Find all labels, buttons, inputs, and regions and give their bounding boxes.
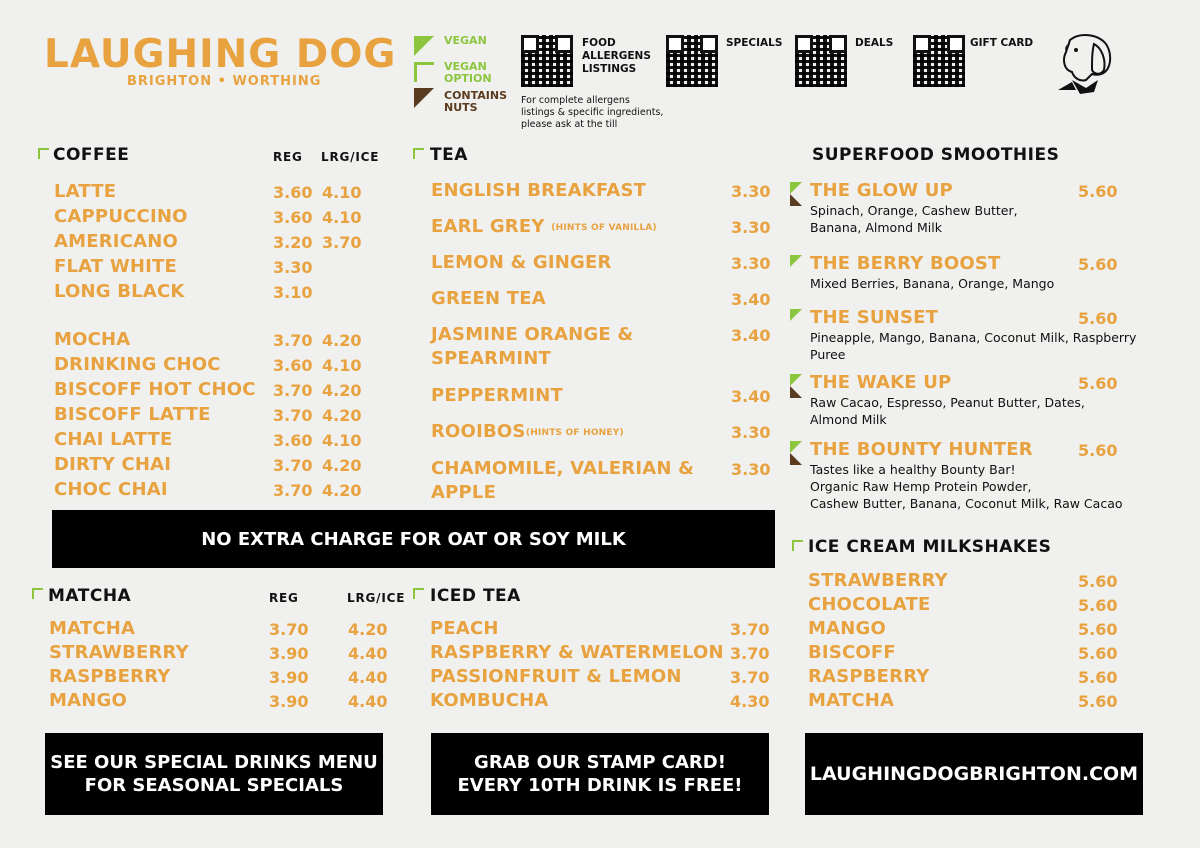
specials-qr-icon[interactable] — [666, 35, 718, 87]
smoothie-description: Almond Milk — [810, 412, 887, 427]
vegan-option-icon — [38, 148, 49, 159]
menu-item-price-lrg: 4.10 — [322, 356, 362, 375]
website-link[interactable]: LAUGHINGDOGBRIGHTON.COM — [805, 733, 1143, 815]
menu-item-price-lrg: 4.20 — [322, 331, 362, 350]
coffee-col-lrg: LRG/ICE — [321, 150, 380, 164]
qr-specials-label: SPECIALS — [726, 37, 783, 49]
menu-item-price-lrg: 4.10 — [322, 183, 362, 202]
menu-item-name: BISCOFF — [808, 642, 896, 663]
menu-item-price-reg: 3.60 — [273, 356, 313, 375]
smoothie-price: 5.60 — [1078, 441, 1118, 460]
vegan-icon — [790, 309, 802, 321]
menu-item-price-reg: 3.70 — [273, 406, 313, 425]
menu-item-price: 5.60 — [1078, 668, 1118, 687]
allergen-note-2: listings & specific ingredients, — [521, 107, 664, 118]
smoothie-description: Puree — [810, 347, 846, 362]
menu-item-price-reg: 3.90 — [269, 644, 309, 663]
legend-nuts-1: CONTAINS — [444, 89, 508, 102]
smoothie-description: Spinach, Orange, Cashew Butter, — [810, 203, 1018, 218]
menu-item-price-reg: 3.20 — [273, 233, 313, 252]
brand-locations: BRIGHTON • WORTHING — [127, 74, 322, 89]
nuts-icon — [790, 194, 802, 206]
qr-deals-label: DEALS — [855, 37, 894, 49]
brand-name: LAUGHING DOG — [44, 32, 397, 77]
nuts-icon — [790, 386, 802, 398]
menu-item-price-reg: 3.60 — [273, 431, 313, 450]
specials-banner-line-1: SEE OUR SPECIAL DRINKS MENU — [50, 752, 378, 773]
menu-item-price: 3.40 — [731, 290, 771, 309]
vegan-option-icon — [32, 588, 43, 599]
menu-item-name: DIRTY CHAI — [54, 454, 172, 475]
menu-item-price: 3.70 — [730, 668, 770, 687]
menu-item-name: MATCHA — [808, 690, 895, 711]
menu-item-name: CHAMOMILE, VALERIAN & — [431, 458, 695, 479]
stamp-banner-line-1: GRAB OUR STAMP CARD! — [474, 752, 726, 773]
menu-item-price-reg: 3.70 — [269, 620, 309, 639]
smoothie-name: THE SUNSET — [810, 307, 939, 328]
vegan-option-icon — [413, 148, 424, 159]
menu-item-name: CAPPUCCINO — [54, 206, 188, 227]
vegan-icon — [790, 441, 802, 453]
nuts-icon — [790, 453, 802, 465]
smoothie-name: THE GLOW UP — [810, 180, 953, 201]
matcha-title: MATCHA — [48, 586, 132, 606]
smoothie-name: THE BERRY BOOST — [810, 253, 1001, 274]
menu-item-price-reg: 3.10 — [273, 283, 313, 302]
menu-item-price-reg: 3.60 — [273, 208, 313, 227]
smoothie-price: 5.60 — [1078, 255, 1118, 274]
menu-item-name-line2: APPLE — [431, 482, 497, 503]
coffee-title: COFFEE — [53, 145, 130, 165]
smoothie-price: 5.60 — [1078, 309, 1118, 328]
menu-item-name: GREEN TEA — [431, 288, 546, 309]
menu-item-name: STRAWBERRY — [49, 642, 189, 663]
tea-title: TEA — [430, 145, 468, 165]
allergen-note-3: please ask at the till — [521, 119, 618, 130]
menu-item-name: STRAWBERRY — [808, 570, 948, 591]
menu-item-price: 3.30 — [731, 423, 771, 442]
legend-vegan-option-2: OPTION — [444, 72, 492, 85]
menu-item-price: 5.60 — [1078, 620, 1118, 639]
menu-item-note: (HINTS OF VANILLA) — [551, 223, 657, 233]
qr-allergens-label-1: FOOD — [582, 37, 616, 49]
milkshakes-title: ICE CREAM MILKSHAKES — [808, 537, 1052, 557]
menu-item-price-lrg: 4.10 — [322, 431, 362, 450]
smoothie-description: Cashew Butter, Banana, Coconut Milk, Raw Cacao — [810, 496, 1123, 511]
menu-item-price-lrg: 4.20 — [322, 406, 362, 425]
stamp-card-banner — [431, 733, 769, 815]
menu-item-price-lrg: 4.40 — [348, 644, 388, 663]
menu-item-name: MATCHA — [49, 618, 136, 639]
qr-allergens-label-2: ALLERGENS — [582, 50, 651, 62]
menu-item-note: (HINTS OF HONEY) — [525, 428, 624, 438]
vegan-icon — [790, 255, 802, 267]
allergen-note-1: For complete allergens — [521, 95, 630, 106]
coffee-col-reg: REG — [273, 150, 303, 164]
smoothie-description: Tastes like a healthy Bounty Bar! — [810, 462, 1016, 477]
milk-banner: NO EXTRA CHARGE FOR OAT OR SOY MILK — [52, 510, 775, 568]
menu-item-name: ROOIBOS — [431, 421, 526, 442]
smoothie-price: 5.60 — [1078, 182, 1118, 201]
menu-item-price: 3.40 — [731, 387, 771, 406]
legend-vegan-option-1: VEGAN — [444, 60, 487, 73]
menu-item-price-reg: 3.70 — [273, 456, 313, 475]
menu-item-price: 5.60 — [1078, 572, 1118, 591]
matcha-col-reg: REG — [269, 591, 299, 605]
smoothie-description: Organic Raw Hemp Protein Powder, — [810, 479, 1032, 494]
vegan-icon — [790, 374, 802, 386]
vegan-option-icon — [413, 588, 424, 599]
menu-item-name: BISCOFF LATTE — [54, 404, 211, 425]
smoothie-name: THE BOUNTY HUNTER — [810, 439, 1033, 460]
menu-item-name: PASSIONFRUIT & LEMON — [430, 666, 682, 687]
menu-item-price-reg: 3.60 — [273, 183, 313, 202]
menu-item-price-reg: 3.30 — [273, 258, 313, 277]
menu-item-name: RASPBERRY & WATERMELON — [430, 642, 724, 663]
menu-item-price-reg: 3.90 — [269, 668, 309, 687]
menu-item-name: MOCHA — [54, 329, 131, 350]
allergens-qr-icon[interactable] — [521, 35, 573, 87]
menu-item-name: CHAI LATTE — [54, 429, 173, 450]
menu-item-name: JASMINE ORANGE & — [431, 324, 634, 345]
vegan-option-icon — [414, 62, 434, 82]
menu-item-price-lrg: 4.40 — [348, 668, 388, 687]
menu-item-name: PEPPERMINT — [431, 385, 563, 406]
vegan-option-icon — [792, 540, 803, 551]
specials-banner-line-2: FOR SEASONAL SPECIALS — [84, 775, 344, 796]
menu-item-price: 3.70 — [730, 644, 770, 663]
qr-gift-label: GIFT CARD — [970, 37, 1034, 49]
iced-tea-title: ICED TEA — [430, 586, 521, 606]
menu-item-price-reg: 3.70 — [273, 331, 313, 350]
matcha-col-lrg: LRG/ICE — [347, 591, 406, 605]
menu-item-price: 3.30 — [731, 182, 771, 201]
smoothie-description: Raw Cacao, Espresso, Peanut Butter, Dates, — [810, 395, 1085, 410]
qr-allergens-label-3: LISTINGS — [582, 63, 637, 75]
smoothie-description: Mixed Berries, Banana, Orange, Mango — [810, 276, 1055, 291]
menu-item-name: DRINKING CHOC — [54, 354, 221, 375]
menu-item-price-lrg: 4.20 — [322, 381, 362, 400]
menu-item-name: MANGO — [808, 618, 886, 639]
vegan-icon — [790, 182, 802, 194]
menu-item-price-lrg: 4.40 — [348, 692, 388, 711]
menu-item-name: AMERICANO — [54, 231, 179, 252]
menu-item-price-reg: 3.70 — [273, 381, 313, 400]
smoothie-price: 5.60 — [1078, 374, 1118, 393]
nuts-icon — [414, 88, 434, 108]
smoothies-title: SUPERFOOD SMOOTHIES — [812, 145, 1060, 165]
menu-item-name: LEMON & GINGER — [431, 252, 612, 273]
menu-item-price-lrg: 3.70 — [322, 233, 362, 252]
menu-item-price-lrg: 4.10 — [322, 208, 362, 227]
menu-item-name: CHOCOLATE — [808, 594, 931, 615]
vegan-icon — [414, 36, 434, 56]
menu-item-price: 5.60 — [1078, 692, 1118, 711]
menu-item-name: CHOC CHAI — [54, 479, 168, 500]
legend-vegan: VEGAN — [444, 34, 487, 47]
giftcard-qr-icon[interactable] — [913, 35, 965, 87]
menu-item-name: MANGO — [49, 690, 127, 711]
menu-item-price: 5.60 — [1078, 596, 1118, 615]
menu-item-name: BISCOFF HOT CHOC — [54, 379, 256, 400]
menu-item-name: KOMBUCHA — [430, 690, 549, 711]
menu-item-price: 3.30 — [731, 460, 771, 479]
menu-item-name: PEACH — [430, 618, 499, 639]
menu-item-name: LATTE — [54, 181, 117, 202]
legend-nuts-2: NUTS — [444, 101, 478, 114]
stamp-banner-line-2: EVERY 10TH DRINK IS FREE! — [457, 775, 743, 796]
menu-item-name: LONG BLACK — [54, 281, 185, 302]
menu-item-name-line2: SPEARMINT — [431, 348, 551, 369]
menu-item-name: RASPBERRY — [49, 666, 171, 687]
menu-item-price: 5.60 — [1078, 644, 1118, 663]
menu-item-price-reg: 3.90 — [269, 692, 309, 711]
deals-qr-icon[interactable] — [795, 35, 847, 87]
dog-logo-icon — [1050, 30, 1122, 102]
menu-item-name: ENGLISH BREAKFAST — [431, 180, 647, 201]
menu-item-price-lrg: 4.20 — [322, 481, 362, 500]
menu-item-price-reg: 3.70 — [273, 481, 313, 500]
menu-item-name: FLAT WHITE — [54, 256, 178, 277]
menu-item-price: 3.30 — [731, 254, 771, 273]
menu-item-price: 3.40 — [731, 326, 771, 345]
menu-item-price: 3.70 — [730, 620, 770, 639]
menu-item-price: 3.30 — [731, 218, 771, 237]
smoothie-description: Banana, Almond Milk — [810, 220, 942, 235]
menu-item-price-lrg: 4.20 — [322, 456, 362, 475]
menu-item-name: RASPBERRY — [808, 666, 930, 687]
menu-item-price-lrg: 4.20 — [348, 620, 388, 639]
smoothie-description: Pineapple, Mango, Banana, Coconut Milk, Raspberry — [810, 330, 1137, 345]
specials-banner — [45, 733, 383, 815]
menu-item-name: EARL GREY — [431, 216, 545, 237]
smoothie-name: THE WAKE UP — [810, 372, 952, 393]
menu-item-price: 4.30 — [730, 692, 770, 711]
